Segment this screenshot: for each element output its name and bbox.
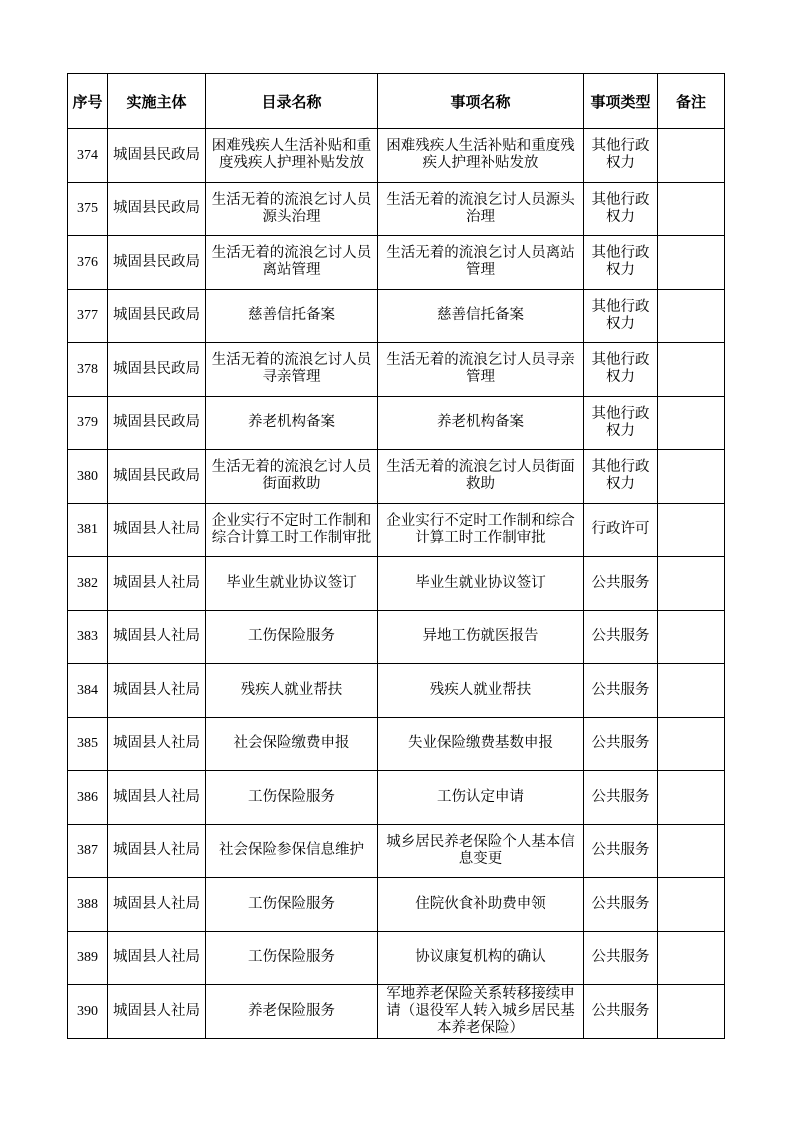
cell-implementing-body: 城固县民政局 xyxy=(108,182,206,236)
cell-item-type: 其他行政权力 xyxy=(584,396,658,450)
cell-remarks xyxy=(658,396,725,450)
table-row xyxy=(68,129,725,183)
cell-item-type: 公共服务 xyxy=(584,931,658,985)
table-row xyxy=(68,824,725,878)
table-row xyxy=(68,557,725,611)
cell-remarks xyxy=(658,878,725,932)
cell-item-name: 生活无着的流浪乞讨人员寻亲管理 xyxy=(378,343,584,397)
cell-remarks xyxy=(658,450,725,504)
cell-catalog-name: 企业实行不定时工作制和综合计算工时工作制审批 xyxy=(206,503,378,557)
cell-serial-number: 376 xyxy=(68,236,108,290)
cell-remarks xyxy=(658,664,725,718)
table-row xyxy=(68,343,725,397)
cell-catalog-name: 社会保险缴费申报 xyxy=(206,717,378,771)
table-row xyxy=(68,236,725,290)
cell-serial-number: 381 xyxy=(68,503,108,557)
cell-item-name: 生活无着的流浪乞讨人员源头治理 xyxy=(378,182,584,236)
cell-catalog-name: 工伤保险服务 xyxy=(206,931,378,985)
cell-catalog-name: 养老机构备案 xyxy=(206,396,378,450)
cell-item-name: 军地养老保险关系转移接续申请（退役军人转入城乡居民基本养老保险） xyxy=(378,985,584,1039)
cell-item-name: 毕业生就业协议签订 xyxy=(378,557,584,611)
cell-item-type: 公共服务 xyxy=(584,878,658,932)
cell-item-name: 协议康复机构的确认 xyxy=(378,931,584,985)
cell-item-type: 其他行政权力 xyxy=(584,450,658,504)
cell-serial-number: 379 xyxy=(68,396,108,450)
cell-item-type: 其他行政权力 xyxy=(584,289,658,343)
cell-serial-number: 374 xyxy=(68,129,108,183)
cell-implementing-body: 城固县民政局 xyxy=(108,396,206,450)
cell-remarks xyxy=(658,289,725,343)
cell-item-name: 城乡居民养老保险个人基本信息变更 xyxy=(378,824,584,878)
cell-item-name: 残疾人就业帮扶 xyxy=(378,664,584,718)
table-row xyxy=(68,182,725,236)
cell-remarks xyxy=(658,503,725,557)
cell-catalog-name: 工伤保险服务 xyxy=(206,878,378,932)
cell-catalog-name: 生活无着的流浪乞讨人员源头治理 xyxy=(206,182,378,236)
cell-serial-number: 385 xyxy=(68,717,108,771)
cell-serial-number: 384 xyxy=(68,664,108,718)
cell-serial-number: 390 xyxy=(68,985,108,1039)
cell-item-type: 其他行政权力 xyxy=(584,182,658,236)
cell-serial-number: 388 xyxy=(68,878,108,932)
cell-item-type: 公共服务 xyxy=(584,664,658,718)
cell-serial-number: 382 xyxy=(68,557,108,611)
cell-serial-number: 387 xyxy=(68,824,108,878)
table-row xyxy=(68,771,725,825)
cell-implementing-body: 城固县民政局 xyxy=(108,450,206,504)
header-row xyxy=(68,74,725,129)
cell-implementing-body: 城固县人社局 xyxy=(108,878,206,932)
cell-item-type: 其他行政权力 xyxy=(584,343,658,397)
cell-implementing-body: 城固县人社局 xyxy=(108,664,206,718)
cell-item-name: 工伤认定申请 xyxy=(378,771,584,825)
header-item-type: 事项类型 xyxy=(584,74,658,129)
table-row xyxy=(68,717,725,771)
cell-remarks xyxy=(658,931,725,985)
cell-item-name: 养老机构备案 xyxy=(378,396,584,450)
cell-serial-number: 383 xyxy=(68,610,108,664)
cell-remarks xyxy=(658,717,725,771)
cell-catalog-name: 工伤保险服务 xyxy=(206,771,378,825)
cell-catalog-name: 慈善信托备案 xyxy=(206,289,378,343)
cell-item-name: 困难残疾人生活补贴和重度残疾人护理补贴发放 xyxy=(378,129,584,183)
cell-item-type: 公共服务 xyxy=(584,985,658,1039)
cell-implementing-body: 城固县人社局 xyxy=(108,503,206,557)
cell-catalog-name: 困难残疾人生活补贴和重度残疾人护理补贴发放 xyxy=(206,129,378,183)
cell-remarks xyxy=(658,610,725,664)
cell-implementing-body: 城固县人社局 xyxy=(108,557,206,611)
cell-remarks xyxy=(658,557,725,611)
cell-item-type: 公共服务 xyxy=(584,771,658,825)
cell-item-name: 慈善信托备案 xyxy=(378,289,584,343)
header-remarks: 备注 xyxy=(658,74,725,129)
cell-remarks xyxy=(658,236,725,290)
table-row xyxy=(68,985,725,1039)
table-body xyxy=(68,129,725,1039)
cell-remarks xyxy=(658,129,725,183)
table-row xyxy=(68,289,725,343)
table-row xyxy=(68,503,725,557)
cell-item-name: 生活无着的流浪乞讨人员街面救助 xyxy=(378,450,584,504)
cell-item-name: 失业保险缴费基数申报 xyxy=(378,717,584,771)
items-table xyxy=(67,73,725,1039)
cell-serial-number: 380 xyxy=(68,450,108,504)
table-row xyxy=(68,931,725,985)
cell-remarks xyxy=(658,771,725,825)
cell-remarks xyxy=(658,985,725,1039)
cell-catalog-name: 社会保险参保信息维护 xyxy=(206,824,378,878)
cell-implementing-body: 城固县人社局 xyxy=(108,824,206,878)
cell-catalog-name: 工伤保险服务 xyxy=(206,610,378,664)
table-header xyxy=(68,74,725,129)
cell-catalog-name: 残疾人就业帮扶 xyxy=(206,664,378,718)
cell-serial-number: 386 xyxy=(68,771,108,825)
table-row xyxy=(68,396,725,450)
header-item-name: 事项名称 xyxy=(378,74,584,129)
header-catalog-name: 目录名称 xyxy=(206,74,378,129)
cell-remarks xyxy=(658,343,725,397)
cell-catalog-name: 养老保险服务 xyxy=(206,985,378,1039)
cell-implementing-body: 城固县民政局 xyxy=(108,236,206,290)
cell-catalog-name: 生活无着的流浪乞讨人员离站管理 xyxy=(206,236,378,290)
cell-catalog-name: 生活无着的流浪乞讨人员街面救助 xyxy=(206,450,378,504)
cell-implementing-body: 城固县人社局 xyxy=(108,610,206,664)
cell-item-type: 公共服务 xyxy=(584,717,658,771)
cell-item-type: 公共服务 xyxy=(584,557,658,611)
table-row xyxy=(68,664,725,718)
cell-item-type: 其他行政权力 xyxy=(584,129,658,183)
cell-serial-number: 377 xyxy=(68,289,108,343)
cell-item-name: 企业实行不定时工作制和综合计算工时工作制审批 xyxy=(378,503,584,557)
cell-item-type: 公共服务 xyxy=(584,824,658,878)
cell-item-name: 住院伙食补助费申领 xyxy=(378,878,584,932)
cell-item-type: 其他行政权力 xyxy=(584,236,658,290)
cell-item-name: 异地工伤就医报告 xyxy=(378,610,584,664)
cell-remarks xyxy=(658,182,725,236)
cell-serial-number: 375 xyxy=(68,182,108,236)
cell-remarks xyxy=(658,824,725,878)
cell-serial-number: 389 xyxy=(68,931,108,985)
header-implementing-body: 实施主体 xyxy=(108,74,206,129)
cell-item-type: 公共服务 xyxy=(584,610,658,664)
table-row xyxy=(68,878,725,932)
cell-implementing-body: 城固县民政局 xyxy=(108,343,206,397)
cell-item-name: 生活无着的流浪乞讨人员离站管理 xyxy=(378,236,584,290)
cell-serial-number: 378 xyxy=(68,343,108,397)
cell-item-type: 行政许可 xyxy=(584,503,658,557)
cell-catalog-name: 毕业生就业协议签订 xyxy=(206,557,378,611)
cell-implementing-body: 城固县人社局 xyxy=(108,771,206,825)
cell-catalog-name: 生活无着的流浪乞讨人员寻亲管理 xyxy=(206,343,378,397)
table-row xyxy=(68,450,725,504)
cell-implementing-body: 城固县人社局 xyxy=(108,717,206,771)
cell-implementing-body: 城固县人社局 xyxy=(108,985,206,1039)
cell-implementing-body: 城固县民政局 xyxy=(108,129,206,183)
cell-implementing-body: 城固县人社局 xyxy=(108,931,206,985)
cell-implementing-body: 城固县民政局 xyxy=(108,289,206,343)
table-row xyxy=(68,610,725,664)
header-serial-number: 序号 xyxy=(68,74,108,129)
